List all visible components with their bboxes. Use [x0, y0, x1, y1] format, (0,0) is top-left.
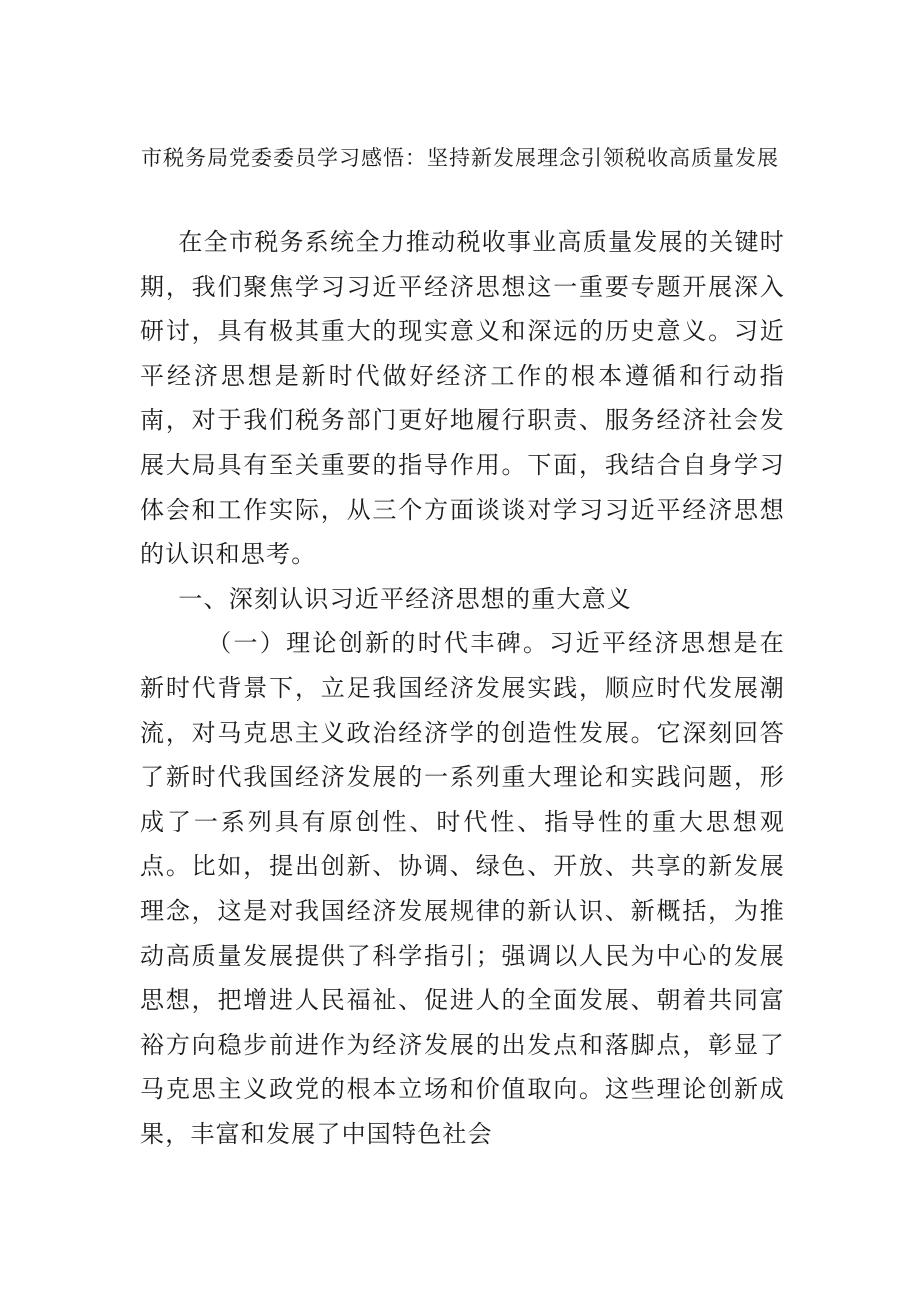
- document-body: [140, 220, 785, 1156]
- section-heading: 一、深刻认识习近平经济思想的重大意义: [178, 584, 632, 613]
- subsection-paragraph: （一）理论创新的时代丰碑。习近平经济思想是在新时代背景下，立足我国经济发展实践，顺应时代发展潮流，对马克思主义政治经济学的创造性发展。它深刻回答了新时代我国经济发展的一系列重大理论和实践问题，形成了一系列具有原创性、时代性、指导性的重大思想观点。比如，提出创新、协调、绿色、开放、共享的新发展理念，这是对我国经济发展规律的新认识、新概括，为推动高质量发展提供了科学指引；强调以人民为中心的发展思想，把增进人民福祉、促进人的全面发展、朝着共同富裕方向稳步前进作为经济发展的出发点和落脚点，彰显了马克思主义政党的根本立场和价值取向。这些理论创新成果，丰富和发展了中国特色社会: [140, 629, 785, 1148]
- document-title: 市税务局党委委员学习感悟：坚持新发展理念引领税收高质量发展: [141, 146, 779, 170]
- intro-paragraph: 在全市税务系统全力推动税收事业高质量发展的关键时期，我们聚焦学习习近平经济思想这一重要专题开展深入研讨，具有极其重大的现实意义和深远的历史意义。习近平经济思想是新时代做好经济工作的根本遵循和行动指南，对于我们税务部门更好地履行职责、服务经济社会发展大局具有至关重要的指导作用。下面，我结合自身学习体会和工作实际，从三个方面谈谈对学习习近平经济思想的认识和思考。: [140, 228, 785, 569]
